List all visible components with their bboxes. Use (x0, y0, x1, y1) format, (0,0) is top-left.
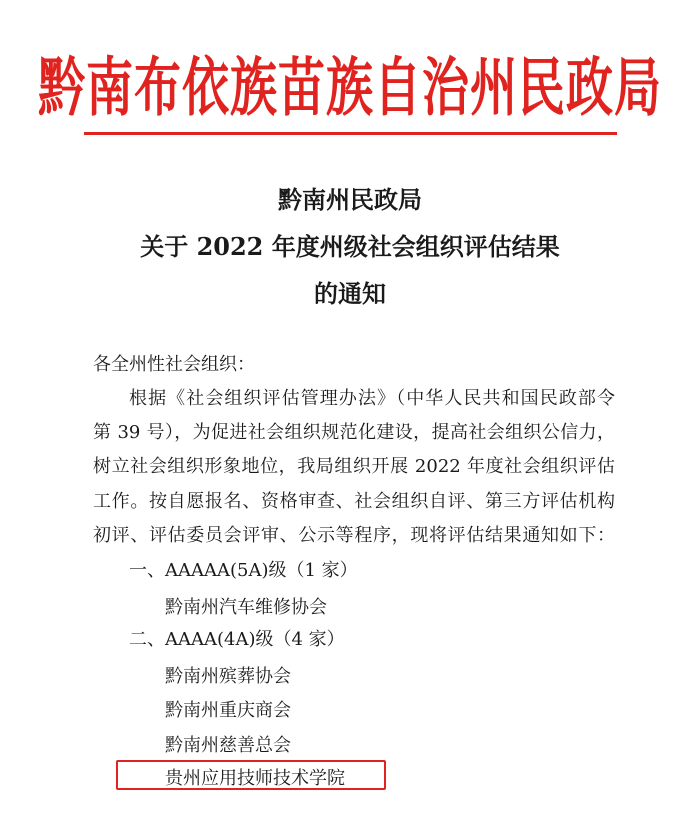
organization-item: 黔南州重庆商会 (165, 700, 291, 721)
salutation: 各全州性社会组织： (93, 354, 255, 375)
organization-item: 黔南州汽车维修协会 (165, 597, 327, 618)
organization-item: 黔南州慈善总会 (165, 735, 291, 756)
notice-title-line-1: 黔南州民政局 (278, 185, 422, 214)
section-heading: 二、AAAA(4A)级（4 家） (129, 629, 345, 650)
notice-title-line-2: 关于 2022 年度州级社会组织评估结果 (140, 232, 560, 261)
letterhead-org-name: 黔南布依族苗族自治州民政局 (38, 51, 662, 126)
paragraph-line: 初评、评估委员会评审、公示等程序，现将评估结果通知如下： (93, 525, 615, 546)
letterhead-red-rule (84, 132, 617, 135)
notice-title-line-3: 的通知 (314, 279, 386, 308)
section-heading: 一、AAAAA(5A)级（1 家） (129, 560, 358, 581)
organization-item: 黔南州殡葬协会 (165, 666, 291, 687)
organization-item-highlighted: 贵州应用技师技术学院 (165, 768, 345, 789)
paragraph-line: 根据《社会组织评估管理办法》（中华人民共和国民政部令 (129, 388, 615, 409)
paragraph-line: 第 39 号），为促进社会组织规范化建设，提高社会组织公信力， (93, 422, 615, 443)
paragraph-line: 树立社会组织形象地位，我局组织开展 2022 年度社会组织评估 (93, 456, 615, 477)
paragraph-line: 工作。按自愿报名、资格审查、社会组织自评、第三方评估机构 (93, 491, 615, 512)
